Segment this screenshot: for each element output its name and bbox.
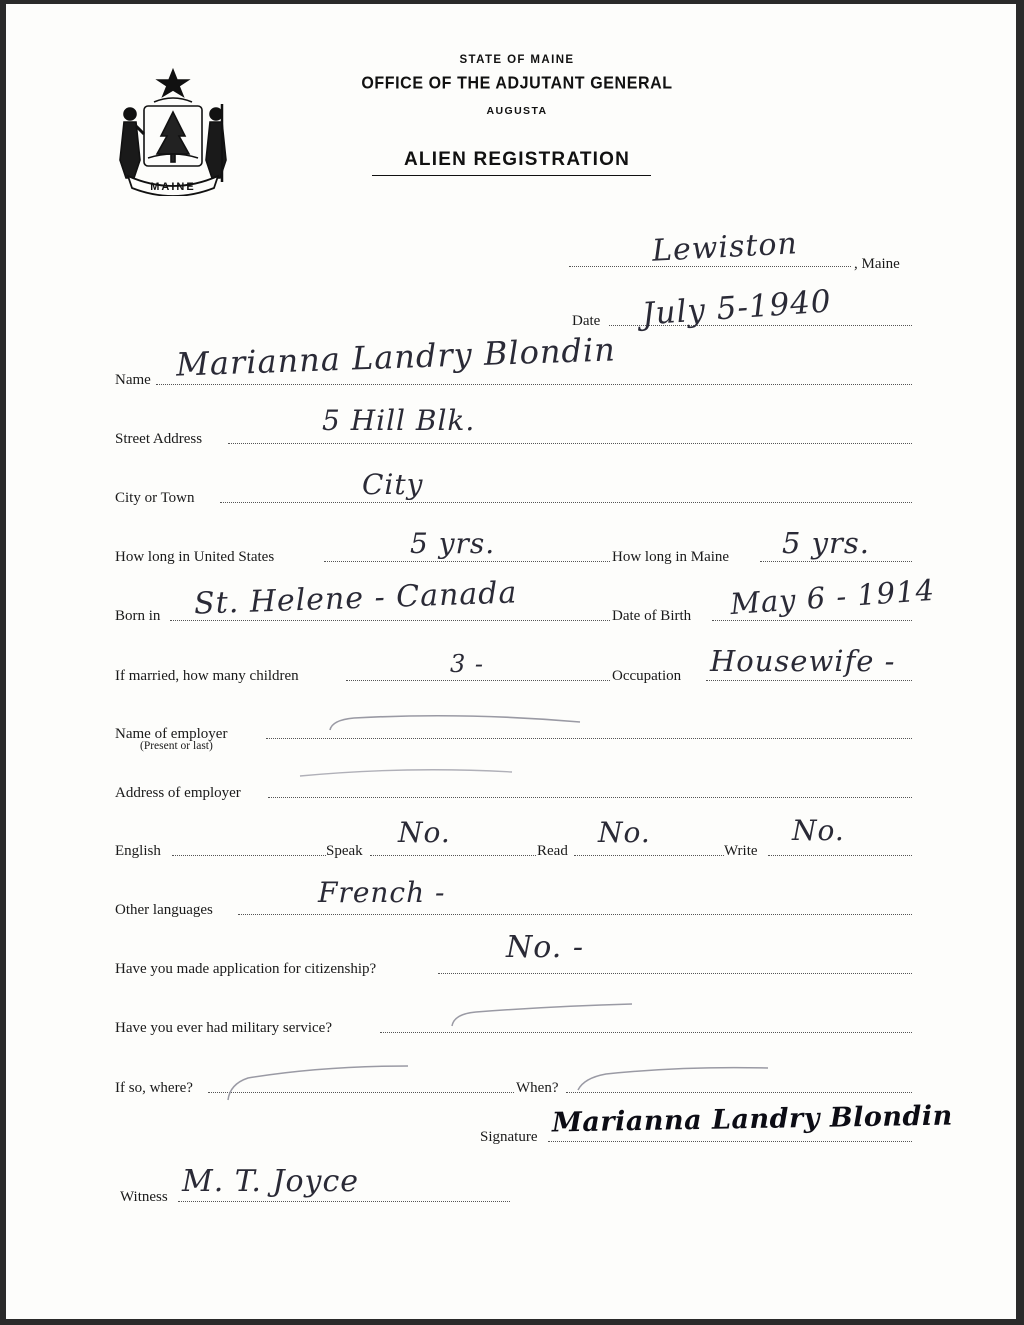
name-label: Name — [115, 372, 151, 388]
military-line — [380, 1032, 912, 1033]
english-label: English — [115, 843, 161, 859]
employer-pen-stroke — [324, 708, 584, 736]
occupation-value: Housewife - — [710, 644, 896, 678]
date-value: July 5-1940 — [640, 283, 833, 333]
speak-value: No. — [398, 816, 451, 849]
city-value: City — [362, 468, 424, 501]
speak-line — [370, 855, 536, 856]
write-line — [768, 855, 912, 856]
maine-line — [760, 561, 912, 562]
employer-sublabel: (Present or last) — [140, 740, 213, 752]
street-label: Street Address — [115, 431, 203, 447]
form-title: ALIEN REGISTRATION — [403, 149, 631, 170]
other-languages-line — [238, 914, 912, 915]
english-line — [172, 855, 326, 856]
us-line — [324, 561, 610, 562]
other-languages-value: French - — [318, 876, 446, 909]
read-line — [574, 855, 724, 856]
other-languages-label: Other languages — [115, 902, 213, 918]
write-value: No. — [792, 814, 845, 847]
read-value: No. — [598, 816, 651, 849]
military-label: Have you ever had military service? — [115, 1020, 332, 1036]
write-label: Write — [724, 843, 758, 859]
svg-text:MAINE: MAINE — [150, 181, 196, 193]
street-line — [228, 443, 912, 444]
street-value: 5 Hill Blk. — [322, 404, 476, 437]
place-suffix: , Maine — [854, 256, 900, 272]
name-value: Marianna Landry Blondin — [175, 330, 617, 384]
witness-label: Witness — [120, 1189, 168, 1205]
speak-label: Speak — [326, 843, 363, 859]
dob-value: May 6 - 1914 — [729, 572, 937, 622]
header-state: STATE OF MAINE — [459, 54, 575, 66]
witness-line — [178, 1201, 510, 1202]
born-value: St. Helene - Canada — [193, 575, 518, 622]
place-value: Lewiston — [651, 226, 799, 269]
where-pen-stroke — [222, 1060, 412, 1104]
city-label: City or Town — [115, 490, 195, 506]
when-pen-stroke — [572, 1062, 772, 1094]
children-line — [346, 680, 610, 681]
city-line — [220, 502, 912, 503]
signature-label: Signature — [480, 1129, 538, 1145]
employer-address-pen-stroke — [296, 764, 516, 784]
title-underline — [372, 175, 651, 176]
children-value: 3 - — [450, 650, 485, 678]
witness-value: M. T. Joyce — [182, 1164, 360, 1199]
us-label: How long in United States — [115, 549, 275, 565]
when-label: When? — [516, 1080, 559, 1096]
employer-line — [266, 738, 912, 739]
place-line — [569, 266, 851, 267]
where-label: If so, where? — [115, 1080, 193, 1096]
employer-address-line — [268, 797, 912, 798]
citizenship-value: No. - — [506, 930, 584, 965]
dob-label: Date of Birth — [612, 608, 692, 624]
citizenship-line — [438, 973, 912, 974]
occupation-label: Occupation — [612, 668, 682, 684]
us-value: 5 yrs. — [410, 527, 496, 560]
employer-label: Name of employer — [115, 726, 228, 742]
born-label: Born in — [115, 608, 161, 624]
military-pen-stroke — [446, 1000, 636, 1030]
date-label: Date — [572, 313, 601, 329]
header-city: AUGUSTA — [486, 105, 548, 117]
signature-line — [548, 1141, 912, 1142]
children-label: If married, how many children — [115, 668, 299, 684]
occupation-line — [706, 680, 912, 681]
alien-registration-form — [6, 4, 1016, 1319]
header-office: OFFICE OF THE ADJUTANT GENERAL — [361, 74, 673, 93]
signature-value: Marianna Landry Blondin — [551, 1100, 954, 1139]
name-line — [156, 384, 912, 385]
employer-address-label: Address of employer — [115, 785, 241, 801]
maine-value: 5 yrs. — [782, 526, 871, 560]
read-label: Read — [537, 843, 568, 859]
citizenship-label: Have you made application for citizenship? — [115, 961, 377, 977]
maine-label: How long in Maine — [612, 549, 730, 565]
